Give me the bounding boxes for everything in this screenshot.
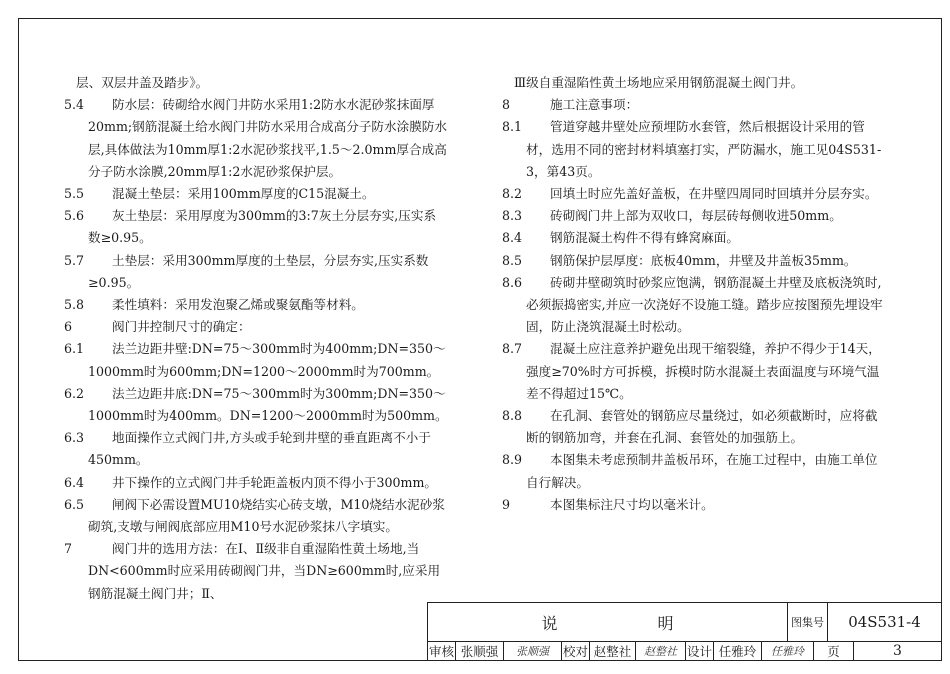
note-paragraph (64, 205, 448, 249)
note-paragraph (64, 183, 448, 205)
note-text: 阀门井的选用方法：在Ⅰ、Ⅱ级非自重湿陷性黄土场地,当DN<600mm时应采用砖砌阀门井，当DN≥600mm时,应采用钢筋混凝土阀门井；Ⅱ、 (88, 541, 441, 601)
note-text: 混凝土垫层：采用100mm厚度的C15混凝土。 (112, 186, 375, 202)
design-label: 设计 (686, 641, 714, 661)
note-paragraph (502, 94, 886, 116)
atlas-number: 04S531-4 (848, 613, 921, 631)
note-paragraph (64, 494, 448, 538)
note-paragraph (502, 449, 886, 493)
note-text: 防水层：砖砌给水阀门井防水采用1:2防水水泥砂浆抹面厚20mm;钢筋混凝土给水阀门井防水采用合成高分子防水涂膜防水层,具体做法为10mm厚1:2水泥砂浆找平,1.5～2.0mm厚合成高分子防水涂膜,20mm厚1:2水泥砂浆保护层。 (88, 97, 447, 179)
note-paragraph (502, 116, 886, 183)
note-text: 法兰边距井底:DN=75～300mm时为300mm;DN=350～1000mm时为400mm。DN=1200～2000mm时为500mm。 (88, 385, 448, 424)
note-number: 7 (64, 541, 73, 557)
atlas-label: 图集号 (788, 603, 828, 641)
check-label: 校对 (562, 641, 590, 661)
note-text: 钢筋保护层厚度：底板40mm，井壁及井盖板35mm。 (550, 252, 857, 268)
note-paragraph (64, 338, 448, 382)
note-number: 8.8 (502, 408, 523, 424)
note-paragraph (76, 72, 448, 94)
note-text: 施工注意事项： (550, 97, 639, 113)
note-number: 6.1 (64, 341, 85, 357)
note-number: 8.3 (502, 208, 523, 224)
note-text: 钢筋混凝土构件不得有蜂窝麻面。 (550, 230, 739, 246)
note-text: 回填土时应先盖好盖板，在井壁四周同时回填并分层夯实。 (550, 186, 878, 202)
designer-name: 任雅玲 (714, 641, 762, 661)
note-paragraph (64, 294, 448, 316)
note-text: 法兰边距井壁:DN=75～300mm时为400mm;DN=350～1000mm时为600mm;DN=1200～2000mm时为700mm。 (88, 341, 446, 379)
note-paragraph (502, 272, 886, 339)
title-char-2: 明 (657, 613, 674, 633)
note-text: 闸阀下必需设置MU10烧结实心砖支墩，M10烧结水泥砂浆砌筑,支墩与闸阀底部应用M10号水泥砂浆抹八字填实。 (88, 496, 445, 535)
checker-name: 赵整社 (590, 641, 636, 661)
checker-signature: 赵整社 (636, 641, 686, 661)
note-text: 砖砌阀门井上部为双收口，每层砖每侧收进50mm。 (550, 208, 842, 224)
page-label: 页 (814, 641, 854, 661)
note-paragraph (64, 383, 448, 427)
note-text: 灰土垫层：采用厚度为300mm的3:7灰土分层夯实,压实系数≥0.95。 (88, 208, 437, 246)
note-paragraph (64, 250, 448, 294)
note-number: 8.2 (502, 186, 523, 202)
note-number: 8.5 (502, 252, 523, 268)
note-text: 砖砌井壁砌筑时砂浆应饱满，钢筋混凝土井壁及底板浇筑时,必须振捣密实,并应一次浇好不设施工缝。踏步应按图预先埋设牢固，防止浇筑混凝土时松动。 (526, 274, 883, 335)
note-number: 5.7 (64, 252, 85, 268)
note-paragraph (64, 472, 448, 494)
note-paragraph (502, 205, 886, 227)
note-paragraph (514, 72, 886, 94)
note-paragraph (502, 494, 886, 516)
note-number: 9 (502, 496, 511, 512)
reviewer-signature: 张顺强 (504, 641, 562, 661)
note-number: 8.7 (502, 341, 523, 357)
note-number: 6 (64, 319, 73, 335)
note-number: 8.6 (502, 274, 523, 290)
note-number: 6.2 (64, 385, 85, 401)
note-text: 土垫层：采用300mm厚度的土垫层，分层夯实,压实系数≥0.95。 (88, 252, 429, 290)
note-paragraph (64, 316, 448, 338)
title-char-1: 说 (541, 613, 558, 633)
note-text: 柔性填料：采用发泡聚乙烯或聚氨酯等材料。 (112, 297, 364, 313)
note-number: 6.4 (64, 474, 85, 490)
note-number: 8.4 (502, 230, 523, 246)
note-paragraph (502, 338, 886, 405)
note-number: 8.9 (502, 452, 523, 468)
note-number: 5.4 (64, 97, 85, 113)
note-text: 地面操作立式阀门井,方头或手轮到井壁的垂直距离不小于450mm。 (88, 430, 431, 468)
note-text: 在孔洞、套管处的钢筋应尽量绕过，如必须截断时，应将截断的钢筋加弯，并套在孔洞、套管处的加强筋上。 (526, 408, 878, 446)
note-number: 6.3 (64, 430, 85, 446)
note-number: 5.5 (64, 186, 85, 202)
note-text: 本图集标注尺寸均以毫米计。 (550, 496, 714, 512)
page-number: 3 (893, 643, 902, 659)
note-number: 6.5 (64, 496, 85, 512)
title-cell (428, 603, 788, 641)
designer-signature: 任雅玲 (762, 641, 814, 661)
review-label: 审核 (428, 641, 456, 661)
note-text: 井下操作的立式阀门井手轮距盖板内顶不得小于300mm。 (112, 474, 437, 490)
note-paragraph (64, 94, 448, 183)
note-text: 层、双层井盖及踏步》。 (76, 75, 209, 90)
note-text: 管道穿越井壁处应预埋防水套管，然后根据设计采用的管材，选用不同的密封材料填塞打实，严防漏水，施工见04S531-3，第43页。 (526, 119, 882, 179)
note-number: 5.8 (64, 297, 85, 313)
note-paragraph (64, 427, 448, 471)
notes-left-column (64, 72, 448, 605)
note-number: 8 (502, 97, 511, 113)
note-paragraph (502, 405, 886, 449)
note-paragraph (64, 538, 448, 605)
note-text: Ⅲ级自重湿陷性黄土场地应采用钢筋混凝土阀门井。 (514, 75, 804, 90)
title-block (427, 602, 942, 661)
note-number: 8.1 (502, 119, 523, 135)
reviewer-name: 张顺强 (456, 641, 504, 661)
notes-right-column (502, 72, 886, 516)
note-text: 混凝土应注意养护避免出现干缩裂缝，养护不得少于14天，强度≥70%时方可拆模，拆模时防水混凝土表面温度与环境气温差不得超过15℃。 (526, 341, 881, 401)
note-paragraph (502, 183, 886, 205)
note-paragraph (502, 250, 886, 272)
note-paragraph (502, 227, 886, 249)
note-text: 本图集未考虑预制井盖板吊环，在施工过程中，由施工单位自行解决。 (526, 452, 878, 490)
note-number: 5.6 (64, 208, 85, 224)
note-text: 阀门井控制尺寸的确定： (112, 319, 251, 335)
